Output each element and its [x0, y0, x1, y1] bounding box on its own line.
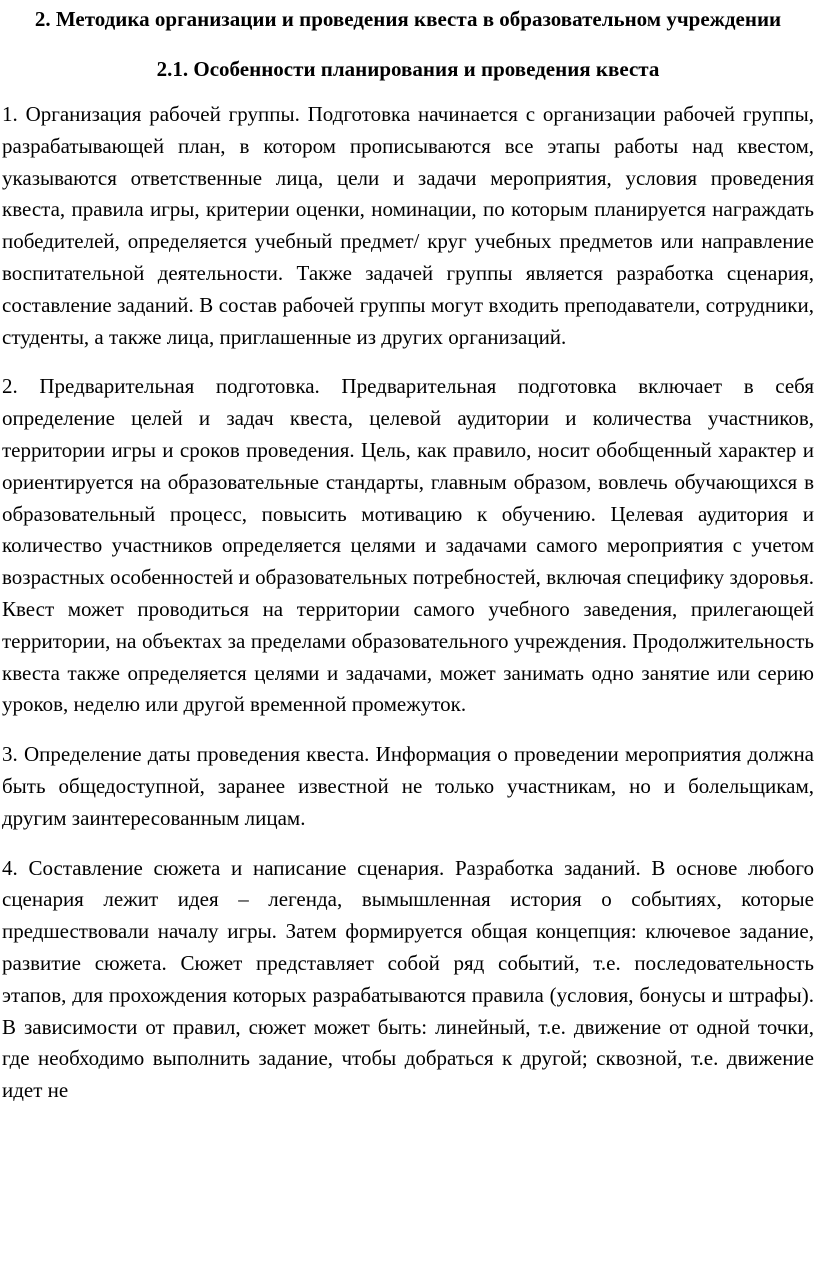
paragraph-working-group: 1. Организация рабочей группы. Подготовка начинается с организации рабочей группы, разрабатывающей план, в котором прописываются все этапы работы над квестом, указываются ответственные лица, цели и задачи мероприятия, условия проведения квеста, правила игры, критерии оценки, номинации, по которым планируется награждать победителей, определяется учебный предмет/ круг учебных предметов или направление воспитательной деятельности. Также задачей группы является разработка сценария, составление заданий. В состав рабочей группы могут входить преподаватели, сотрудники, студенты, а также лица, приглашенные из других организаций.: [2, 102, 814, 349]
paragraph-preliminary-preparation: 2. Предварительная подготовка. Предварительная подготовка включает в себя определение целей и задач квеста, целевой аудитории и количества участников, территории игры и сроков проведения. Цель, как правило, носит обобщенный характер и ориентируется на образовательные стандарты, главным образом, вовлечь обучающихся в образовательный процесс, повысить мотивацию к обучению. Целевая аудитория и количество участников определяется целями и задачами самого мероприятия с учетом возрастных особенностей и образовательных потребностей, включая специфику здоровья. Квест может проводиться на территории самого учебного заведения, прилегающей территории, на объектах за пределами образовательного учреждения. Продолжительность квеста также определяется целями и задачами, может занимать одно занятие или серию уроков, неделю или другой временной промежуток.: [2, 374, 814, 717]
section-subtitle: 2.1. Особенности планирования и проведения квеста: [156, 57, 660, 81]
document-title: 2. Методика организации и проведения квеста в образовательном учреждении: [34, 7, 782, 31]
paragraph-scenario-writing: 4. Составление сюжета и написание сценария. Разработка заданий. В основе любого сценария лежит идея – легенда, вымышленная история о событиях, которые предшествовали началу игры. Затем формируется общая концепция: ключевое задание, развитие сюжета. Сюжет представляет собой ряд событий, т.е. последовательность этапов, для прохождения которых разрабатываются правила (условия, бонусы и штрафы). В зависимости от правил, сюжет может быть: линейный, т.е. движение от одной точки, где необходимо выполнить задание, чтобы добраться к другой; сквозной, т.е. движение идет не: [2, 855, 814, 1103]
paragraph-date-definition: 3. Определение даты проведения квеста. Информация о проведении мероприятия должна быть общедоступной, заранее известной не только участникам, но и болельщикам, другим заинтересованным лицам.: [2, 742, 814, 830]
